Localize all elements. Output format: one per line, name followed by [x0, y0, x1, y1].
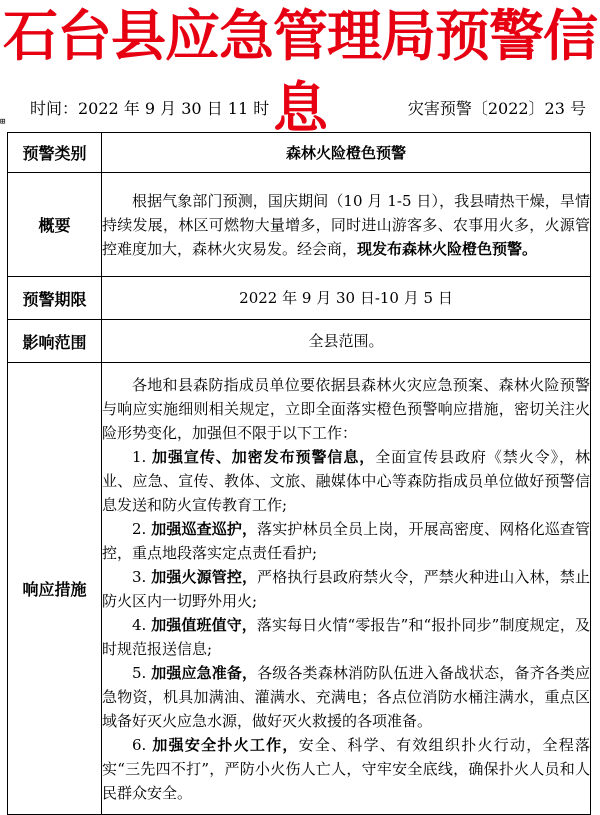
measure-bold: 加强值班值守，: [151, 615, 257, 634]
issue-time: 时间：2022 年 9 月 30 日 11 时: [30, 99, 270, 118]
summary-text: 根据气象部门预测，国庆期间（10 月 1-5 日），我县晴热干燥，旱情持续发展，林区可燃物大量增多，同时进山游客多、农事用火多，火源管控难度加大，森林火灾易发。经会商，: [102, 191, 590, 258]
table-anchor-icon: ⊞: [0, 117, 6, 127]
row-summary: [8, 173, 591, 277]
measure-bold: 加强宣传、加密发布预警信息，: [152, 447, 376, 466]
measures-intro: 各地和县森防指成员单位要依据县森林火灾应急预案、森林火险预警与响应实施细则相关规定，立即全面落实橙色预警响应措施，密切关注火险形势变化，加强但不限于以下工作：: [102, 375, 590, 442]
measure-bold: 加强安全扑火工作，: [152, 735, 299, 754]
document-number: 灾害预警〔2022〕23 号: [407, 99, 586, 118]
scope-value: 全县范围。: [102, 320, 591, 363]
measure-item: [102, 445, 590, 517]
row-measures: [8, 363, 591, 815]
measures-label: 响应措施: [8, 363, 102, 815]
measure-item: [102, 661, 590, 733]
measure-num: 4.: [132, 615, 147, 634]
measure-text: 落实每日火情“零报告”和“报扑同步”制度规定，及时规范报送信息;: [102, 615, 590, 658]
measure-bold: 加强应急准备，: [151, 663, 258, 682]
measure-text: 安全、科学、有效组织扑火行动，全程落实“三先四不打”，严防小火伤人亡人，守牢安全底线，确保扑火人员和人民群众安全。: [102, 735, 590, 802]
measure-text: 严格执行县政府禁火令，严禁火种进山入林，禁止防火区内一切野外用火;: [102, 567, 590, 610]
measure-text: 落实护林员全员上岗，开展高密度、网格化巡查管控，重点地段落实定点责任看护;: [102, 519, 590, 562]
measures-cell: [102, 363, 591, 815]
measure-num: 6.: [132, 735, 147, 754]
masthead-title: 石台县应急管理局预警信息: [2, 4, 597, 140]
measure-text: 各级各类森林消防队伍进入备战状态，备齐各类应急物资，机具加满油、灌满水、充满电；各点位消防水桶注满水，重点区域备好灭火应急水源，做好灭火救援的各项准备。: [102, 663, 590, 730]
summary-cell: [102, 173, 591, 277]
period-label: 预警期限: [8, 277, 102, 320]
measure-bold: 加强火源管控，: [151, 567, 258, 586]
row-period: [8, 277, 591, 320]
meta-line: [0, 98, 600, 120]
scope-label: 影响范围: [8, 320, 102, 363]
row-scope: [8, 320, 591, 363]
summary-paragraph: [102, 189, 590, 261]
measure-num: 1.: [132, 447, 147, 466]
measure-bold: 加强巡查巡护，: [151, 519, 258, 538]
measure-num: 3.: [132, 567, 147, 586]
summary-bold: 现发布森林火险橙色预警。: [357, 239, 538, 258]
measure-item: [102, 613, 590, 661]
measure-item: [102, 517, 590, 565]
period-value: 2022 年 9 月 30 日-10 月 5 日: [102, 277, 591, 320]
row-type: [8, 133, 591, 173]
measure-num: 2.: [132, 519, 147, 538]
measure-item: [102, 565, 590, 613]
measure-item: [102, 733, 590, 805]
summary-label: 概要: [8, 173, 102, 277]
type-value: 森林火险橙色预警: [102, 133, 591, 173]
warning-table: [7, 132, 591, 815]
type-label: 预警类别: [8, 133, 102, 173]
measure-text: 全面宣传县政府《禁火令》，林业、应急、宣传、教体、文旅、融媒体中心等森防指成员单位做好预警信息发送和防火宣传教育工作;: [102, 447, 590, 514]
measure-num: 5.: [132, 663, 147, 682]
